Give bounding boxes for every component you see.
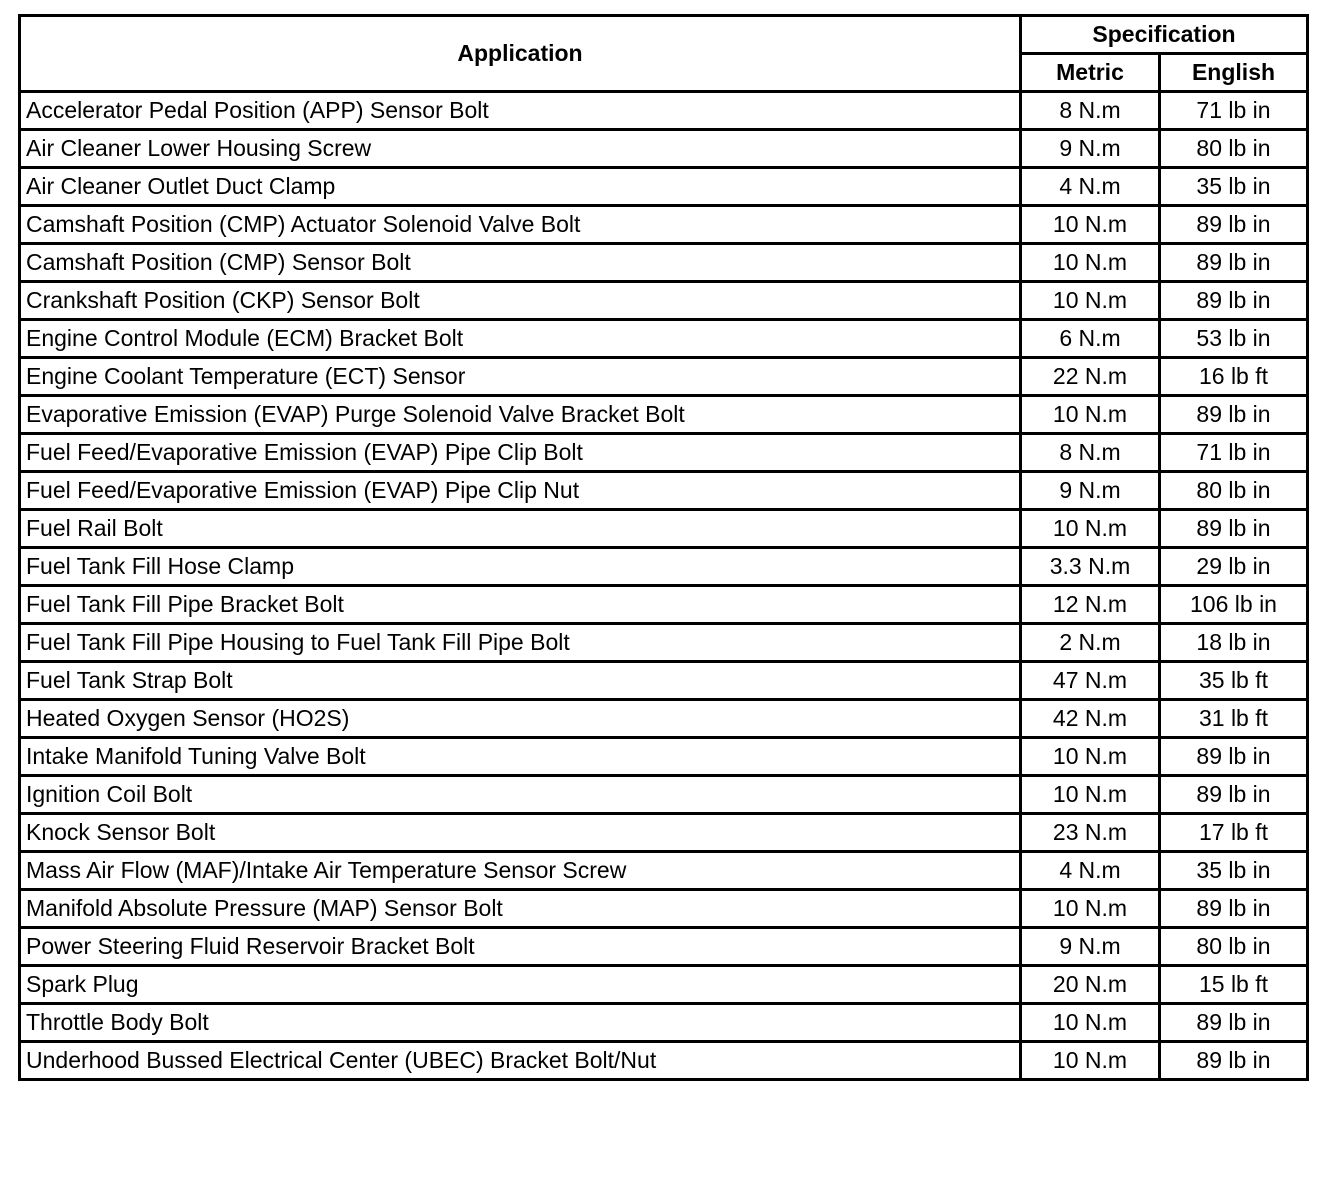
application-cell: Spark Plug xyxy=(20,966,1021,1004)
table-header xyxy=(20,16,1308,92)
application-cell: Intake Manifold Tuning Valve Bolt xyxy=(20,738,1021,776)
metric-cell: 10 N.m xyxy=(1021,890,1160,928)
english-cell: 15 lb ft xyxy=(1160,966,1308,1004)
english-cell: 17 lb ft xyxy=(1160,814,1308,852)
english-cell: 89 lb in xyxy=(1160,738,1308,776)
application-cell: Fuel Rail Bolt xyxy=(20,510,1021,548)
english-cell: 53 lb in xyxy=(1160,320,1308,358)
table-row xyxy=(20,852,1308,890)
english-cell: 80 lb in xyxy=(1160,928,1308,966)
english-cell: 35 lb in xyxy=(1160,852,1308,890)
table-row xyxy=(20,776,1308,814)
application-cell: Engine Control Module (ECM) Bracket Bolt xyxy=(20,320,1021,358)
application-cell: Fuel Feed/Evaporative Emission (EVAP) Pipe Clip Nut xyxy=(20,472,1021,510)
metric-cell: 47 N.m xyxy=(1021,662,1160,700)
specification-header: Specification xyxy=(1021,16,1308,54)
application-header: Application xyxy=(20,16,1021,92)
application-cell: Engine Coolant Temperature (ECT) Sensor xyxy=(20,358,1021,396)
metric-cell: 10 N.m xyxy=(1021,206,1160,244)
english-cell: 35 lb ft xyxy=(1160,662,1308,700)
metric-cell: 42 N.m xyxy=(1021,700,1160,738)
table-row xyxy=(20,130,1308,168)
application-cell: Camshaft Position (CMP) Sensor Bolt xyxy=(20,244,1021,282)
table-row xyxy=(20,586,1308,624)
english-cell: 35 lb in xyxy=(1160,168,1308,206)
english-cell: 29 lb in xyxy=(1160,548,1308,586)
application-cell: Crankshaft Position (CKP) Sensor Bolt xyxy=(20,282,1021,320)
table-row xyxy=(20,282,1308,320)
english-cell: 71 lb in xyxy=(1160,92,1308,130)
fastener-spec-table xyxy=(18,14,1309,1081)
application-cell: Underhood Bussed Electrical Center (UBEC) Bracket Bolt/Nut xyxy=(20,1042,1021,1080)
application-cell: Ignition Coil Bolt xyxy=(20,776,1021,814)
table-row xyxy=(20,244,1308,282)
application-cell: Air Cleaner Outlet Duct Clamp xyxy=(20,168,1021,206)
english-cell: 89 lb in xyxy=(1160,396,1308,434)
metric-cell: 4 N.m xyxy=(1021,168,1160,206)
metric-cell: 10 N.m xyxy=(1021,510,1160,548)
table-row xyxy=(20,1004,1308,1042)
table-row xyxy=(20,358,1308,396)
table-row xyxy=(20,206,1308,244)
english-cell: 31 lb ft xyxy=(1160,700,1308,738)
english-cell: 89 lb in xyxy=(1160,776,1308,814)
table-row xyxy=(20,966,1308,1004)
table-row xyxy=(20,814,1308,852)
english-cell: 71 lb in xyxy=(1160,434,1308,472)
english-cell: 89 lb in xyxy=(1160,890,1308,928)
metric-cell: 22 N.m xyxy=(1021,358,1160,396)
application-cell: Camshaft Position (CMP) Actuator Solenoid Valve Bolt xyxy=(20,206,1021,244)
table-row xyxy=(20,738,1308,776)
application-cell: Fuel Tank Fill Pipe Housing to Fuel Tank Fill Pipe Bolt xyxy=(20,624,1021,662)
english-cell: 89 lb in xyxy=(1160,510,1308,548)
metric-cell: 20 N.m xyxy=(1021,966,1160,1004)
table-row xyxy=(20,510,1308,548)
table-row xyxy=(20,396,1308,434)
metric-cell: 10 N.m xyxy=(1021,776,1160,814)
application-cell: Fuel Tank Strap Bolt xyxy=(20,662,1021,700)
english-cell: 89 lb in xyxy=(1160,1042,1308,1080)
metric-cell: 12 N.m xyxy=(1021,586,1160,624)
metric-cell: 9 N.m xyxy=(1021,928,1160,966)
header-row-top xyxy=(20,16,1308,54)
application-cell: Air Cleaner Lower Housing Screw xyxy=(20,130,1021,168)
table-row xyxy=(20,168,1308,206)
application-cell: Power Steering Fluid Reservoir Bracket Bolt xyxy=(20,928,1021,966)
english-cell: 80 lb in xyxy=(1160,472,1308,510)
metric-cell: 2 N.m xyxy=(1021,624,1160,662)
application-cell: Manifold Absolute Pressure (MAP) Sensor Bolt xyxy=(20,890,1021,928)
table-row xyxy=(20,890,1308,928)
table-row xyxy=(20,472,1308,510)
table-row xyxy=(20,1042,1308,1080)
application-cell: Evaporative Emission (EVAP) Purge Solenoid Valve Bracket Bolt xyxy=(20,396,1021,434)
application-cell: Mass Air Flow (MAF)/Intake Air Temperature Sensor Screw xyxy=(20,852,1021,890)
metric-header: Metric xyxy=(1021,54,1160,92)
metric-cell: 10 N.m xyxy=(1021,396,1160,434)
english-header: English xyxy=(1160,54,1308,92)
table-row xyxy=(20,624,1308,662)
metric-cell: 6 N.m xyxy=(1021,320,1160,358)
application-cell: Fuel Tank Fill Hose Clamp xyxy=(20,548,1021,586)
english-cell: 89 lb in xyxy=(1160,282,1308,320)
table-row xyxy=(20,92,1308,130)
english-cell: 18 lb in xyxy=(1160,624,1308,662)
metric-cell: 10 N.m xyxy=(1021,282,1160,320)
metric-cell: 8 N.m xyxy=(1021,92,1160,130)
metric-cell: 4 N.m xyxy=(1021,852,1160,890)
table-row xyxy=(20,662,1308,700)
application-cell: Heated Oxygen Sensor (HO2S) xyxy=(20,700,1021,738)
table-body xyxy=(20,92,1308,1080)
metric-cell: 8 N.m xyxy=(1021,434,1160,472)
application-cell: Throttle Body Bolt xyxy=(20,1004,1021,1042)
english-cell: 89 lb in xyxy=(1160,1004,1308,1042)
application-cell: Knock Sensor Bolt xyxy=(20,814,1021,852)
metric-cell: 10 N.m xyxy=(1021,738,1160,776)
english-cell: 80 lb in xyxy=(1160,130,1308,168)
table-row xyxy=(20,700,1308,738)
metric-cell: 10 N.m xyxy=(1021,244,1160,282)
english-cell: 89 lb in xyxy=(1160,244,1308,282)
table-row xyxy=(20,928,1308,966)
application-cell: Fuel Tank Fill Pipe Bracket Bolt xyxy=(20,586,1021,624)
metric-cell: 9 N.m xyxy=(1021,130,1160,168)
table-row xyxy=(20,548,1308,586)
metric-cell: 10 N.m xyxy=(1021,1042,1160,1080)
metric-cell: 10 N.m xyxy=(1021,1004,1160,1042)
english-cell: 106 lb in xyxy=(1160,586,1308,624)
table-row xyxy=(20,434,1308,472)
application-cell: Fuel Feed/Evaporative Emission (EVAP) Pipe Clip Bolt xyxy=(20,434,1021,472)
metric-cell: 23 N.m xyxy=(1021,814,1160,852)
english-cell: 89 lb in xyxy=(1160,206,1308,244)
metric-cell: 3.3 N.m xyxy=(1021,548,1160,586)
metric-cell: 9 N.m xyxy=(1021,472,1160,510)
english-cell: 16 lb ft xyxy=(1160,358,1308,396)
application-cell: Accelerator Pedal Position (APP) Sensor Bolt xyxy=(20,92,1021,130)
table-row xyxy=(20,320,1308,358)
